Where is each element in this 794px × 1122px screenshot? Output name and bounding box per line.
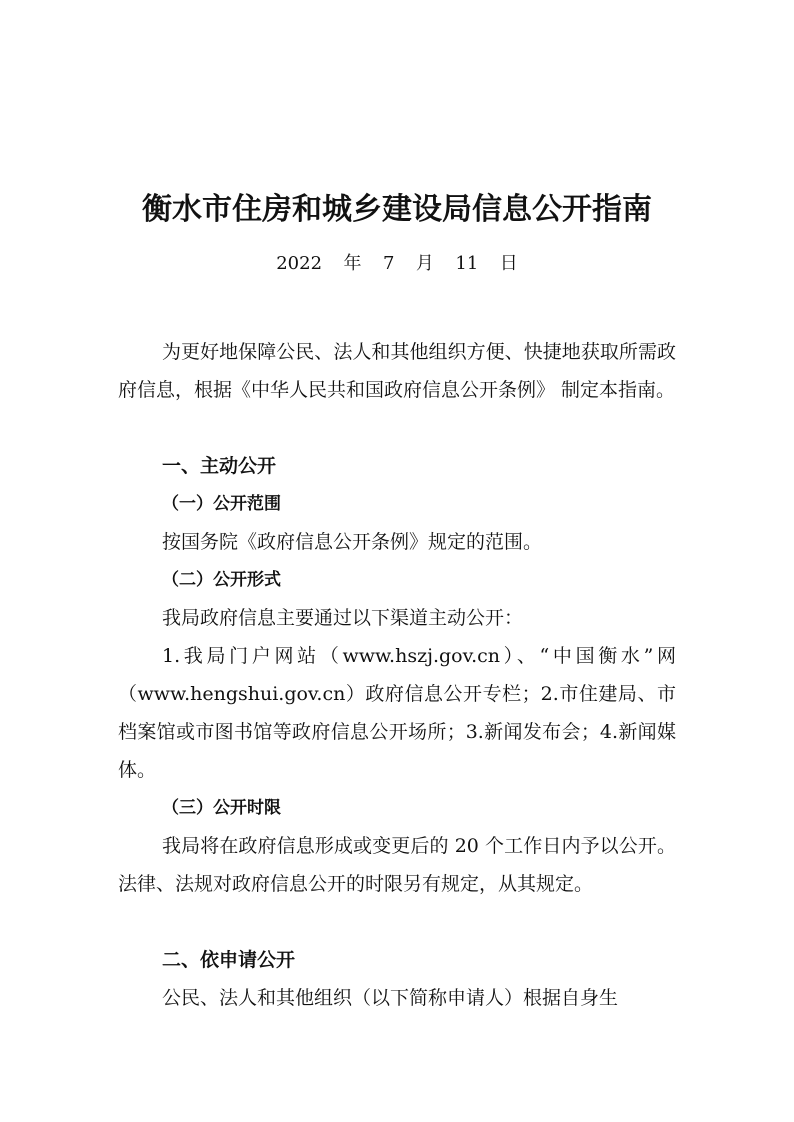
- date-year-unit: 年: [343, 253, 362, 274]
- date-month: 7: [382, 253, 395, 274]
- section1-sub1-heading: （一）公开范围: [162, 494, 281, 514]
- document-title: 衡水市住房和城乡建设局信息公开指南: [142, 192, 652, 227]
- section1-sub3-heading: （三）公开时限: [162, 798, 281, 818]
- section1-sub2-heading: （二）公开形式: [162, 570, 281, 590]
- document-date: [0, 250, 794, 278]
- date-day-unit: 日: [499, 253, 518, 274]
- section2-text: 公民、法人和其他组织（以下简称申请人）根据自身生: [162, 987, 619, 1009]
- date-day: 11: [455, 253, 479, 274]
- section2-heading: 二、依申请公开: [162, 949, 296, 971]
- intro-paragraph: 为更好地保障公民、法人和其他组织方便、快捷地获取所需政府信息，根据《中华人民共和国政府信息公开条例》 制定本指南。: [118, 341, 676, 401]
- section1-sub1-text: 按国务院《政府信息公开条例》规定的范围。: [162, 531, 543, 553]
- section1-sub2-text1: 我局政府信息主要通过以下渠道主动公开：: [162, 607, 524, 629]
- date-year: 2022: [276, 253, 323, 274]
- section1-sub2-text2: 1.我局门户网站（www.hszj.gov.cn）、“中国衡水”网（www.hengshui.gov.cn）政府信息公开专栏；2.市住建局、市档案馆或市图书馆等政府信息公开场所；3.新闻发布会；4.新闻媒体。: [118, 645, 676, 781]
- section1-heading: 一、主动公开: [162, 455, 277, 477]
- section1-sub3-text: 我局将在政府信息形成或变更后的 20 个工作日内予以公开。法律、法规对政府信息公开的时限另有规定，从其规定。: [118, 835, 676, 895]
- date-month-unit: 月: [415, 253, 434, 274]
